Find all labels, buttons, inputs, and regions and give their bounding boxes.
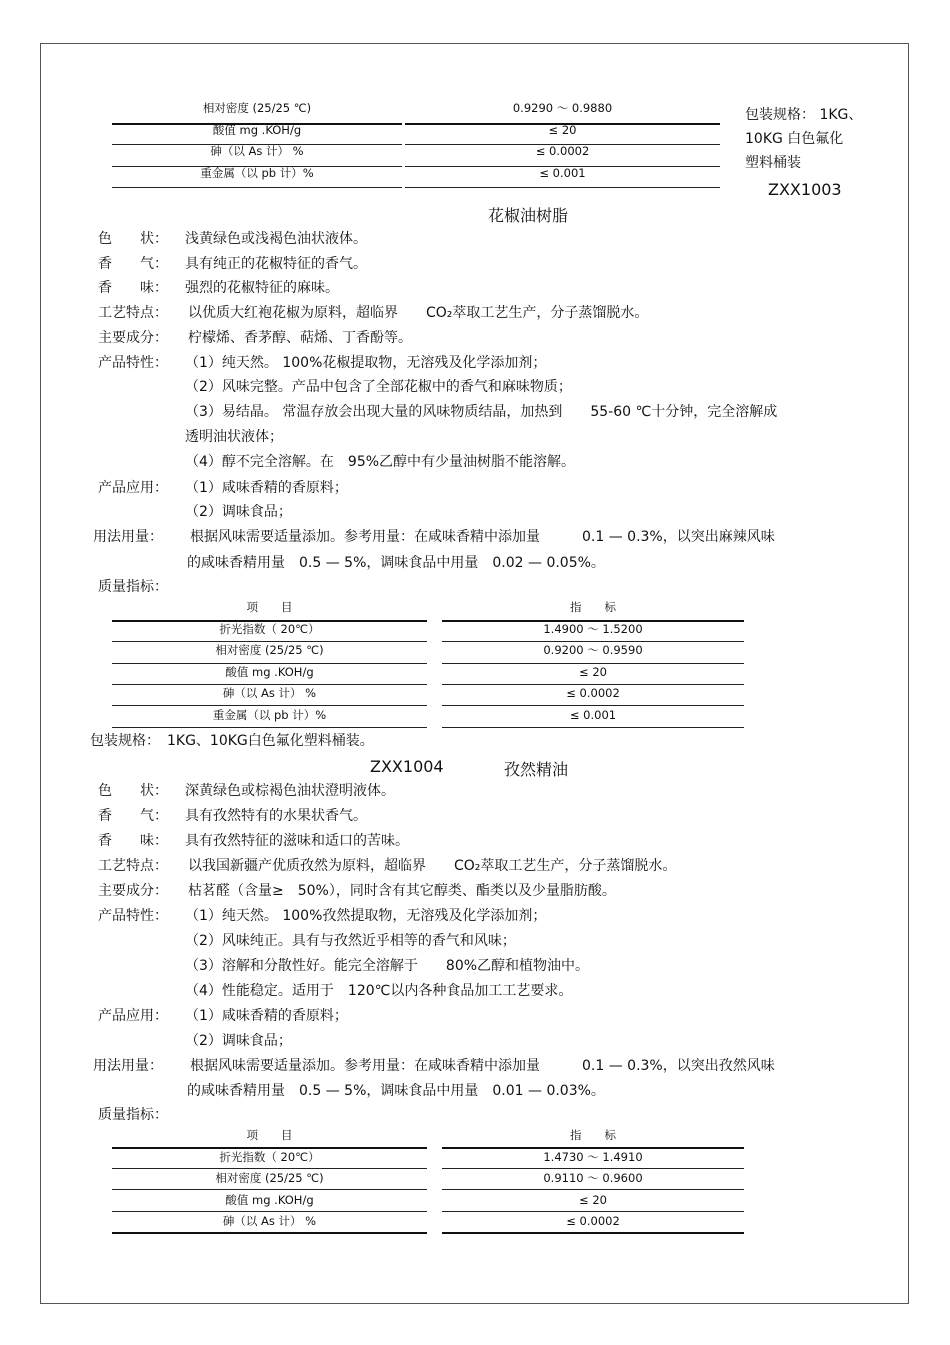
field-label: 质量指标： (98, 1107, 168, 1123)
table-cell-value: ≤ 0.0002 (566, 686, 620, 700)
field-label: 主要成分： (98, 330, 168, 346)
usage-text: 根据风味需要适量添加。参考用量：在咸味香精中添加量 0.1 — 0.3%，以突出孜然风味 (190, 1058, 775, 1074)
table-rule (112, 1232, 427, 1234)
field-label: 香 味： (98, 833, 168, 849)
field-label: 产品特性： (98, 355, 168, 371)
field-label: 产品特性： (98, 908, 168, 924)
table-cell-value: ≤ 20 (579, 665, 607, 679)
side-package-line3: 塑料桶装 (745, 155, 801, 171)
feature-item: （2）风味纯正。具有与孜然近乎相等的香气和风味； (185, 933, 516, 949)
table-cell-value: 0.9110 ～ 0.9600 (543, 1171, 643, 1185)
field-value: 具有孜然特征的滋味和适口的苦味。 (185, 833, 409, 849)
table-header-item: 项 目 (246, 600, 293, 614)
table-cell-item: 折光指数（ 20℃） (219, 622, 320, 636)
table-cell-item: 相对密度 (25/25 ℃) (215, 643, 324, 657)
table-cell-value: 1.4730 ～ 1.4910 (543, 1150, 643, 1164)
field-label: 香 气： (98, 256, 168, 272)
table-header-value: 指 标 (570, 600, 616, 614)
table-cell-value: 1.4900 ～ 1.5200 (543, 622, 643, 636)
table-cell-item: 砷（以 As 计） % (222, 1214, 317, 1228)
field-value: 枯茗醛（含量≥ 50%），同时含有其它醇类、酯类以及少量脂肪酸。 (188, 883, 616, 899)
field-label: 产品应用： (98, 480, 168, 496)
feature-item: （3）溶解和分散性好。能完全溶解于 80%乙醇和植物油中。 (185, 958, 590, 974)
field-value: 深黄绿色或棕褐色油状澄明液体。 (185, 783, 395, 799)
table-cell-item: 重金属（以 pb 计）% (200, 166, 314, 180)
table-cell-item: 相对密度 (25/25 ℃) (202, 101, 312, 115)
table-cell-item: 砷（以 As 计） % (222, 686, 317, 700)
table-cell-value: ≤ 20 (548, 123, 577, 137)
product-title: 花椒油树脂 (488, 206, 569, 225)
table-rule (112, 727, 427, 728)
table-cell-item: 酸值 mg .KOH/g (212, 123, 302, 137)
product-code: ZXX1004 (370, 757, 444, 776)
field-label: 用法用量： (93, 1058, 163, 1074)
field-label: 质量指标： (98, 579, 168, 595)
table-cell-item: 折光指数（ 20℃） (219, 1150, 320, 1164)
table-cell-value: ≤ 0.0002 (535, 144, 590, 158)
field-label: 产品应用： (98, 1008, 168, 1024)
field-value: 以优质大红袍花椒为原料，超临界 CO₂萃取工艺生产，分子蒸馏脱水。 (188, 305, 649, 321)
table-cell-item: 相对密度 (25/25 ℃) (215, 1171, 324, 1185)
usage-text: 的咸味香精用量 0.5 — 5%，调味食品中用量 0.01 — 0.03%。 (187, 1083, 605, 1099)
application-item: （2）调味食品； (185, 1033, 292, 1049)
field-label: 香 气： (98, 808, 168, 824)
field-label: 色 状： (98, 783, 168, 799)
application-item: （1）咸味香精的香原料； (185, 1008, 348, 1024)
feature-item: （1）纯天然。 100%孜然提取物，无溶残及化学添加剂； (185, 908, 547, 924)
table-rule (405, 187, 720, 188)
table-rule (442, 1232, 744, 1234)
application-item: （2）调味食品； (185, 504, 292, 520)
table-cell-value: ≤ 0.001 (539, 166, 586, 180)
table-cell-item: 砷（以 As 计） % (210, 144, 304, 158)
field-value: 浅黄绿色或浅褐色油状液体。 (185, 231, 367, 247)
field-value: 具有孜然特有的水果状香气。 (185, 808, 367, 824)
table-header-value: 指 标 (570, 1128, 616, 1142)
feature-item: （2）风味完整。产品中包含了全部花椒中的香气和麻味物质； (185, 379, 572, 395)
field-label: 工艺特点： (98, 305, 168, 321)
field-value: 以我国新疆产优质孜然为原料，超临界 CO₂萃取工艺生产，分子蒸馏脱水。 (188, 858, 677, 874)
table-cell-value: 0.9290 ～ 0.9880 (512, 101, 613, 115)
product-code: ZXX1003 (768, 180, 842, 199)
usage-text: 的咸味香精用量 0.5 — 5%，调味食品中用量 0.02 — 0.05%。 (187, 555, 605, 571)
table-cell-item: 重金属（以 pb 计）% (212, 708, 327, 722)
table-cell-value: ≤ 20 (579, 1193, 607, 1207)
feature-item: （4）性能稳定。适用于 120℃以内各种食品加工工艺要求。 (185, 983, 573, 999)
usage-text: 根据风味需要适量添加。参考用量：在咸味香精中添加量 0.1 — 0.3%，以突出麻辣风味 (190, 529, 775, 545)
field-label: 主要成分： (98, 883, 168, 899)
field-label: 色 状： (98, 231, 168, 247)
field-label: 工艺特点： (98, 858, 168, 874)
field-label: 香 味： (98, 280, 168, 296)
table-header-item: 项 目 (246, 1128, 293, 1142)
field-value: 具有纯正的花椒特征的香气。 (185, 256, 367, 272)
table-cell-item: 酸值 mg .KOH/g (225, 1193, 314, 1207)
side-package-line1: 包装规格： 1KG、 (745, 107, 863, 123)
field-value: 柠檬烯、香茅醇、萜烯、丁香酚等。 (188, 330, 412, 346)
feature-item: （3）易结晶。 常温存放会出现大量的风味物质结晶，加热到 55-60 ℃十分钟，完全溶解成 (185, 404, 778, 420)
feature-item: （4）醇不完全溶解。在 95%乙醇中有少量油树脂不能溶解。 (185, 454, 576, 470)
application-item: （1）咸味香精的香原料； (185, 480, 348, 496)
table-rule (442, 727, 744, 728)
table-cell-item: 酸值 mg .KOH/g (225, 665, 314, 679)
package-spec: 包装规格： 1KG、10KG白色氟化塑料桶装。 (90, 733, 374, 749)
product-title: 孜然精油 (504, 760, 569, 779)
table-rule (112, 187, 402, 188)
table-cell-value: ≤ 0.001 (569, 708, 617, 722)
feature-item: 透明油状液体； (185, 429, 283, 445)
table-cell-value: 0.9200 ～ 0.9590 (543, 643, 643, 657)
table-cell-value: ≤ 0.0002 (566, 1214, 620, 1228)
field-label: 用法用量： (93, 529, 163, 545)
field-value: 强烈的花椒特征的麻味。 (185, 280, 339, 296)
side-package-line2: 10KG 白色氟化 (745, 131, 844, 147)
feature-item: （1）纯天然。 100%花椒提取物，无溶残及化学添加剂； (185, 355, 547, 371)
